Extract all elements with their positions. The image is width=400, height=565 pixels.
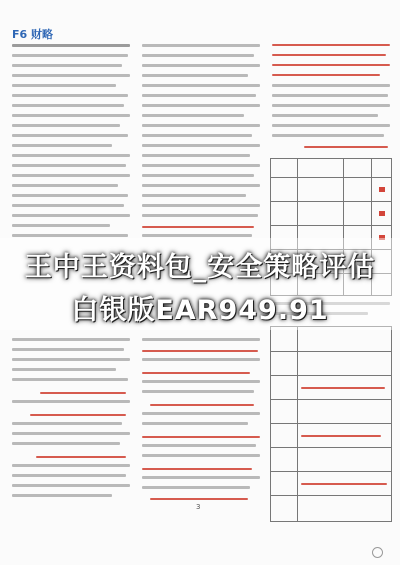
text-line — [12, 194, 128, 197]
text-line — [142, 104, 260, 107]
text-line — [142, 204, 260, 207]
text-line — [12, 44, 130, 47]
text-line — [12, 432, 130, 435]
text-line — [12, 368, 116, 371]
highlight-line — [142, 226, 254, 228]
text-line — [142, 380, 260, 383]
text-line — [12, 84, 116, 87]
text-line — [142, 124, 260, 127]
text-line — [142, 64, 260, 67]
text-line — [142, 54, 254, 57]
text-line — [12, 54, 128, 57]
text-line — [12, 104, 124, 107]
data-table-bottom — [270, 326, 392, 522]
text-line — [12, 378, 128, 381]
text-line — [12, 358, 130, 361]
text-line — [142, 94, 256, 97]
highlight-line — [142, 350, 258, 352]
text-line — [142, 184, 260, 187]
text-line — [142, 154, 250, 157]
text-line — [12, 400, 130, 403]
text-line — [12, 224, 110, 227]
text-line — [272, 94, 388, 97]
text-line — [272, 124, 390, 127]
text-line — [142, 174, 254, 177]
highlight-line — [272, 64, 390, 66]
highlight-line — [142, 436, 260, 438]
text-line — [142, 134, 252, 137]
text-line — [142, 74, 248, 77]
banner-title-line-2: 白银版EAR949.91 — [71, 295, 329, 326]
text-line — [12, 64, 122, 67]
text-line — [12, 494, 112, 497]
text-line — [142, 486, 250, 489]
text-line — [142, 412, 260, 415]
text-line — [12, 144, 112, 147]
text-line — [12, 114, 130, 117]
publisher-logo: F6 财略 — [12, 28, 53, 41]
text-line — [12, 124, 120, 127]
highlight-line — [36, 456, 126, 458]
highlight-line — [272, 74, 380, 76]
text-line — [12, 214, 130, 217]
text-line — [12, 234, 128, 237]
text-line — [142, 194, 246, 197]
text-line — [142, 390, 254, 393]
watermark-logo-icon — [372, 547, 383, 558]
text-line — [142, 422, 248, 425]
text-line — [142, 358, 260, 361]
text-line — [142, 164, 260, 167]
text-line — [12, 74, 130, 77]
text-line — [272, 104, 390, 107]
text-line — [12, 338, 130, 341]
text-line — [142, 234, 252, 237]
text-line — [12, 164, 126, 167]
text-line — [12, 174, 130, 177]
highlight-line — [40, 392, 126, 394]
text-line — [12, 348, 124, 351]
highlight-line — [30, 414, 126, 416]
text-line — [12, 184, 118, 187]
text-line — [12, 484, 130, 487]
banner-title-line-1: 王中王资料包_安全策略评估 — [24, 252, 376, 283]
text-line — [12, 422, 122, 425]
text-line — [12, 134, 128, 137]
highlight-line — [272, 54, 386, 56]
text-line — [12, 154, 130, 157]
text-line — [12, 442, 120, 445]
watermark — [372, 547, 386, 558]
text-line — [272, 84, 390, 87]
text-line — [142, 114, 244, 117]
text-line — [272, 134, 384, 137]
highlight-line — [150, 498, 248, 500]
text-line — [12, 464, 130, 467]
highlight-line — [272, 44, 390, 46]
text-line — [142, 84, 260, 87]
text-line — [12, 204, 124, 207]
text-line — [142, 338, 260, 341]
page-number: 3 — [196, 503, 201, 511]
text-line — [272, 114, 378, 117]
text-line — [142, 44, 260, 47]
text-line — [142, 144, 260, 147]
text-line — [12, 94, 128, 97]
text-line — [12, 474, 126, 477]
text-line — [142, 454, 260, 457]
highlight-line — [142, 468, 252, 470]
highlight-line — [150, 404, 254, 406]
text-line — [142, 444, 256, 447]
text-line — [142, 214, 258, 217]
highlight-line — [304, 146, 388, 148]
text-line — [142, 476, 260, 479]
highlight-line — [142, 372, 250, 374]
